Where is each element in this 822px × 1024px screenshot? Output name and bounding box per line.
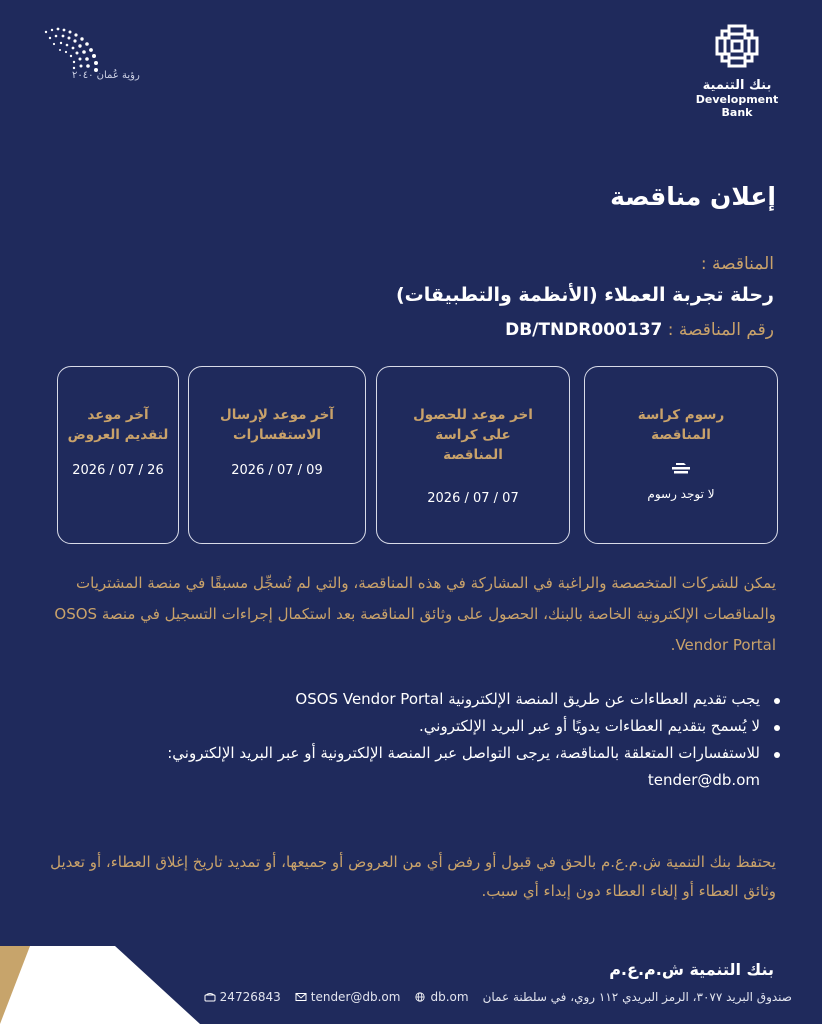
- bullet-list: [82, 686, 782, 794]
- tender-name: رحلة تجربة العملاء (الأنظمة والتطبيقات): [396, 284, 774, 306]
- card-date: 2026 / 07 / 07: [427, 491, 519, 506]
- card-inquiries-deadline: [188, 366, 366, 544]
- footer-website[interactable]: [414, 990, 468, 1004]
- list-item: لا يُسمح بتقديم العطاءات يدويًا أو عبر البريد الإلكتروني.: [82, 713, 782, 740]
- card-booklet-deadline: [376, 366, 570, 544]
- globe-icon: [414, 992, 426, 1002]
- tender-number: DB/TNDR000137: [505, 320, 663, 340]
- phone-icon: [204, 992, 216, 1002]
- card-document-fee: [584, 366, 778, 544]
- email-address[interactable]: tender@db.om: [310, 990, 401, 1004]
- registration-paragraph: يمكن للشركات المتخصصة والراغبة في المشاركة في هذه المناقصة، والتي لم تُسجِّل مسبقًا في منصة المشتريات والمناقصات الإلكترونية الخاصة بالبنك، الحصول على وثائق المناقصة بعد استكمال إجراءات التسجيل في منصة OSOS Vendor Portal.: [54, 574, 776, 654]
- contact-email-link[interactable]: tender@db.om: [647, 771, 760, 789]
- oman-vision-logo-icon: [36, 22, 126, 102]
- page-title: إعلان مناقصة: [610, 182, 776, 211]
- card-date: 2026 / 07 / 26: [72, 463, 164, 478]
- footer-address: صندوق البريد ٣٠٧٧، الرمز البريدي ١١٢ روي، في سلطنة عمان: [482, 990, 792, 1004]
- tender-label: المناقصة :: [700, 254, 774, 274]
- card-title: اخر موعد للحصول على كراسة المناقصة: [413, 407, 533, 463]
- card-title: رسوم كراسة المناقصة: [637, 407, 725, 443]
- tender-number-label: رقم المناقصة :: [667, 320, 774, 340]
- tender-number-row: [505, 320, 774, 340]
- card-value: لا توجد رسوم: [647, 487, 715, 501]
- bank-emblem-icon: [713, 22, 761, 70]
- list-item: للاستفسارات المتعلقة بالمناقصة، يرجى التواصل عبر المنصة الإلكترونية أو عبر البريد الإلكتروني:: [82, 740, 782, 767]
- card-title: آخر موعد لإرسال الاستفسارات: [220, 407, 334, 443]
- rights-paragraph: يحتفظ بنك التنمية ش.م.ع.م بالحق في قبول أو رفض أي من العروض أو جميعها، أو تمديد تاريخ إغلاق العطاء، أو تعديل وثائق العطاء أو إلغاء العطاء دون إبداء أي سبب.: [50, 853, 776, 900]
- card-date: 2026 / 07 / 09: [231, 463, 323, 478]
- card-submission-deadline: [57, 366, 179, 544]
- bank-name-english: Development Bank: [695, 93, 779, 119]
- card-title: آخر موعد لتقديم العروض: [67, 407, 169, 443]
- gold-corner-decoration: [0, 946, 200, 1024]
- development-bank-logo: [682, 22, 792, 119]
- vision-text: رؤية عُمان ٢٠٤٠: [72, 70, 140, 81]
- list-item: يجب تقديم العطاءات عن طريق المنصة الإلكترونية OSOS Vendor Portal: [82, 686, 782, 713]
- phone-number: 24726843: [219, 990, 281, 1004]
- email-icon: [295, 992, 307, 1002]
- footer-phone: [204, 990, 281, 1004]
- footer-contact-line: [204, 990, 792, 1004]
- document-fee-icon: [670, 461, 692, 475]
- bank-name-arabic: بنك التنمية: [702, 78, 772, 93]
- footer-email[interactable]: [295, 990, 401, 1004]
- footer-company-name: بنك التنمية ش.م.ع.م: [609, 960, 774, 979]
- website-url[interactable]: db.om: [430, 990, 469, 1004]
